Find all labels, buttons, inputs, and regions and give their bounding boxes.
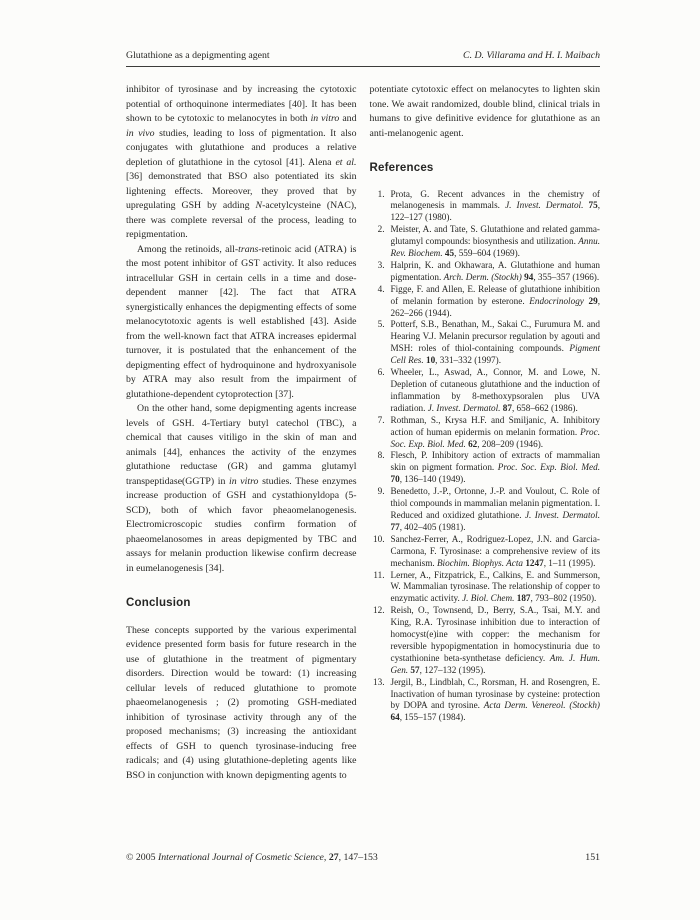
reference-number: 13.: [373, 676, 385, 687]
two-column-body: [126, 83, 600, 783]
reference-item: [370, 450, 601, 486]
reference-item: [370, 367, 601, 415]
body-paragraph: potentiate cytotoxic effect on melanocytes to lighten skin tone. We await randomized, double blind, clinical trials in humans to give definitive evidence for glutathione as an anti-melanogenic agent.: [369, 84, 600, 139]
reference-text: Rothman, S., Krysa H.F. and Smiljanic, A. Inhibitory action of human epidermis on melanin formation. Proc. Soc. Exp. Biol. Med. 62, 208–209 (1946).: [390, 414, 600, 449]
references-list: [370, 189, 601, 725]
reference-number: 6.: [377, 367, 385, 378]
reference-text: Meister, A. and Tate, S. Glutathione and related gamma-glutamyl compounds: biosynthesis and utilization. Annu. Rev. Biochem. 45, 559–604 (1969).: [390, 224, 600, 259]
reference-item: [370, 260, 601, 284]
reference-text: Flesch, P. Inhibitory action of extracts of mammalian skin on pigment formation. Proc. Soc. Exp. Biol. Med. 70, 136–140 (1949).: [390, 450, 601, 485]
reference-number: 10.: [373, 533, 385, 544]
running-head: [126, 50, 600, 67]
reference-item: [370, 570, 601, 606]
reference-item: [370, 224, 601, 260]
reference-text: Figge, F. and Allen, E. Release of glutathione inhibition of melanin formation by esterone. Endocrinology 29, 262–266 (1944).: [390, 283, 600, 318]
conclusion-heading: Conclusion: [126, 597, 191, 609]
running-authors: C. D. Villarama and H. I. Maibach: [463, 50, 600, 61]
reference-number: 3.: [377, 259, 385, 270]
references-heading: References: [369, 162, 434, 174]
copyright-line: © 2005 International Journal of Cosmetic Science, 27, 147–153: [126, 852, 378, 863]
body-paragraph: On the other hand, some depigmenting agents increase levels of GSH. 4-Tertiary butyl catechol (TBC), a chemical that causes vitiligo in the skin of man and animals [44], enhances the activity of the enzymes glutathione reductase (GR) and gamma glutamyl transpeptidase(GGTP) in in vitro studies. These enzymes increase production of GSH and cystathionyldopa (5-SCD), both of which favor pheaomelanogenesis. Electromicroscopic studies confirm formation of phaeomelanosomes in areas depigmented by TBC and assays for melanin production likewise confirm decrease in eumelanogenesis [34].: [126, 403, 357, 574]
page-footer: [126, 852, 600, 863]
page-number: 151: [585, 852, 600, 863]
reference-item: [370, 534, 601, 570]
reference-item: [370, 284, 601, 320]
reference-text: Jergil, B., Lindblah, C., Rorsman, H. and Rosengren, E. Inactivation of human tyrosinase by cysteine: protection by DOPA and tyrosine. Acta Derm. Venereol. (Stockh) 64, 155–157 (1984).: [390, 676, 600, 723]
reference-number: 5.: [377, 319, 385, 330]
left-column: [126, 83, 357, 783]
reference-item: [370, 189, 601, 225]
reference-item: [370, 319, 601, 367]
running-title: Glutathione as a depigmenting agent: [126, 50, 270, 61]
reference-number: 2.: [377, 224, 385, 235]
reference-item: [370, 605, 601, 676]
reference-text: Wheeler, L., Aswad, A., Connor, M. and Lowe, N. Depletion of cutaneous glutathione and the induction of inflammation by 8-methoxypsoralen plus UVA radiation. J. Invest. Dermatol. 87, 658–662 (1986).: [390, 367, 600, 413]
reference-number: 7.: [377, 414, 385, 425]
reference-text: Lerner, A., Fitzpatrick, E., Calkins, E. and Summerson, W. Mammalian tyrosinase. The relationship of copper to enzymatic activity. J. Biol. Chem. 187, 793–802 (1950).: [390, 569, 600, 604]
reference-number: 8.: [377, 450, 385, 461]
reference-text: Halprin, K. and Okhawara, A. Glutathione and human pigmentation. Arch. Derm. (Stockh) 94, 355–357 (1966).: [390, 259, 600, 282]
reference-item: [370, 677, 601, 725]
reference-text: Potterf, S.B., Benathan, M., Sakai C., Furumura M. and Hearing V.J. Melanin precursor regulation by agouti and MSH: roles of thiol-containing compounds. Pigment Cell Res. 10, 331–332 (1997).: [390, 319, 600, 366]
reference-number: 1.: [377, 188, 385, 199]
reference-text: Benedetto, J.-P., Ortonne, J.-P. and Voulout, C. Role of thiol compounds in mammalian melanin pigmentation. I. Reduced and oxidized glutathione. J. Invest. Dermatol. 77, 402–405 (1981).: [390, 486, 600, 532]
conclusion-paragraph: These concepts supported by the various experimental evidence presented form basis for future research in the use of glutathione in the treatment of pigmentary disorders. Direction would be toward: (1) increasing cellular levels of reduced glutathione to promote phaeomelanogenesis ; (2) promoting GSH-mediated inhibition of tyrosinase activity through any of the proposed mechanisms; (3) increasing the antioxidant effects of GSH to quench tyrosinase-inducing free radicals; and (4) using glutathione-depleting agents like BSO in conjunction with known depigmenting agents to: [126, 624, 357, 781]
right-column: [370, 83, 601, 783]
body-paragraph: Among the retinoids, all-trans-retinoic acid (ATRA) is the most potent inhibitor of GST activity. It also reduces intracellular GSH in certain cells in a time and dose-dependent manner [42]. The fact that ATRA synergistically enhances the depigmenting effects of some melanocytotoxic agents is well established [43]. Aside from the well-known fact that ATRA increases epidermal turnover, it is postulated that the enhancement of the depigmenting effect of hydroquinone and hydroxyanisole by ATRA may also result from the impairment of glutathione-dependent cytoprotection [37].: [126, 243, 357, 400]
reference-item: [370, 486, 601, 534]
reference-text: Reish, O., Townsend, D., Berry, S.A., Tsai, M.Y. and King, R.A. Tyrosinase inhibition due to interaction of homocyst(e)ine with copper: the mechanism for reversible hypopigmentation in homocystinuria due to cystathionine beta-synthetase deficiency. Am. J. Hum. Gen. 57, 127–132 (1995).: [390, 605, 600, 675]
reference-number: 4.: [377, 283, 385, 294]
reference-text: Prota, G. Recent advances in the chemistry of melanogenesis in mammals. J. Invest. Dermatol. 75, 122–127 (1980).: [390, 188, 601, 223]
body-paragraph: inhibitor of tyrosinase and by increasing the cytotoxic potential of orthoquinone intermediates [40]. It has been shown to be cytotoxic to melanocytes in both in vitro and in vivo studies, leading to loss of pigmentation. It also conjugates with glutathione and produces a relative depletion of glutathione in the cytosol [41]. Alena et al. [36] demonstrated that BSO also potentiated its skin lightening effects. Moreover, they proved that by upregulating GSH by adding N-acetylcysteine (NAC), there was complete reversal of the process, leading to repigmentation.: [126, 84, 357, 240]
reference-text: Sanchez-Ferrer, A., Rodriguez-Lopez, J.N. and Garcia-Carmona, F. Tyrosinase: a comprehensive review of its mechanism. Biochim. Biophys. Acta 1247, 1–11 (1995).: [390, 533, 600, 568]
reference-number: 11.: [373, 569, 385, 580]
reference-number: 9.: [377, 486, 385, 497]
reference-item: [370, 415, 601, 451]
reference-number: 12.: [373, 605, 385, 616]
